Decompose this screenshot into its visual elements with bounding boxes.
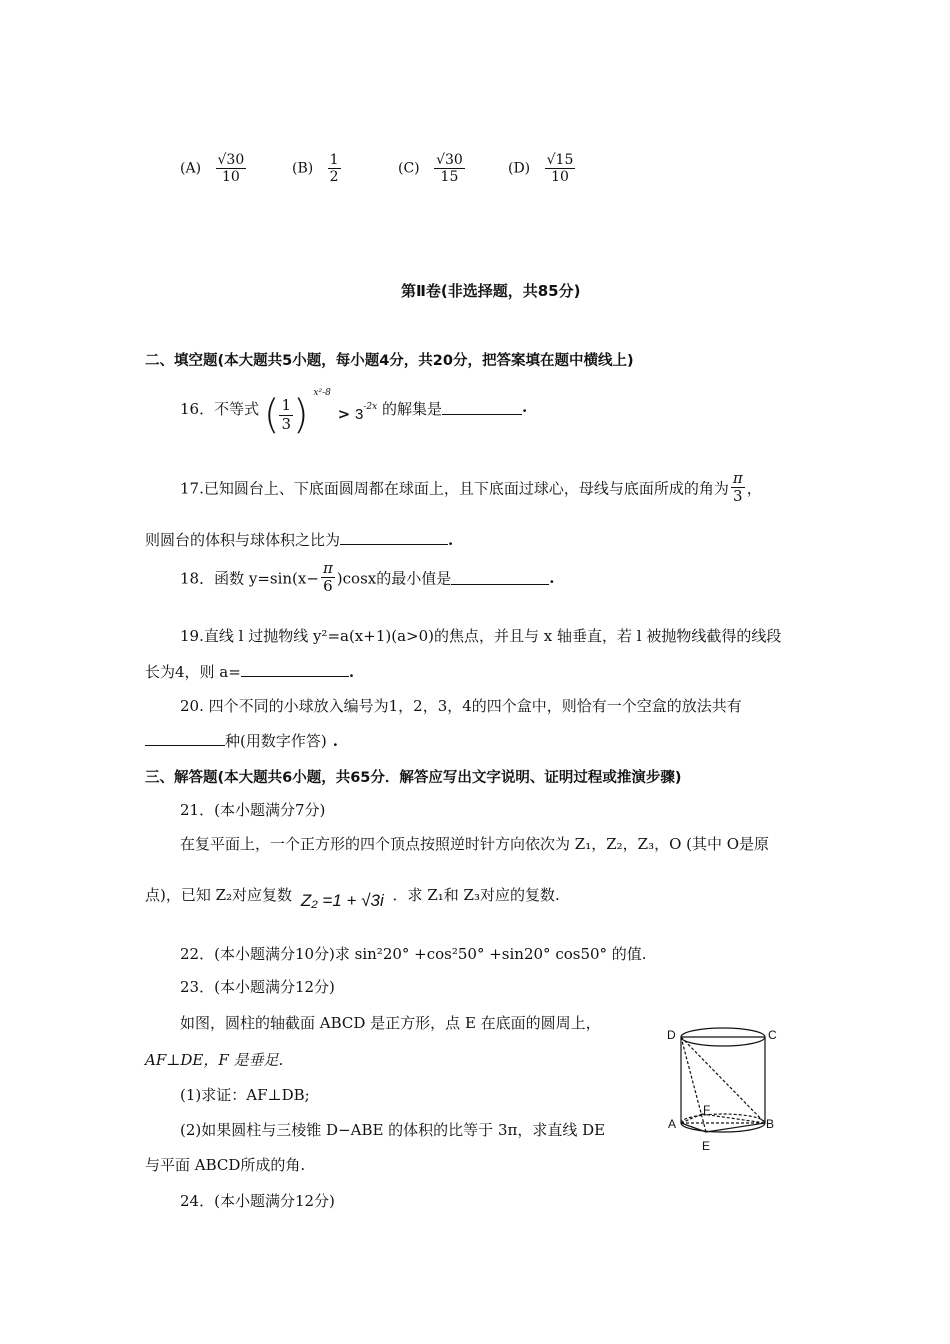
option-a-numerator: √30 [217,152,245,168]
q17-line2: 则圆台的体积与球体积之比为 [145,531,341,549]
q21-head: 21．(本小题满分7分) [180,801,326,819]
question-17-line2 [145,529,453,550]
q18-pi: π [322,559,333,577]
label-b: B [766,1117,775,1131]
option-c-numerator: √30 [436,152,463,168]
option-d-numerator: √15 [546,152,574,168]
q19-answer-blank[interactable] [241,662,349,677]
q16-suffix: 的解集是 [381,400,442,418]
question-17-line1 [180,470,762,506]
label-c: C [768,1028,777,1042]
option-b-numerator: 1 [329,152,339,168]
q18-prefix: 18．函数 y=sin(x− [180,569,319,588]
option-c [398,152,467,185]
label-e: E [702,1139,711,1153]
q16-prefix: 16．不等式 [180,400,260,418]
q17-comma: ， [746,479,762,498]
segment-fb [702,1114,765,1123]
q24-head: 24．(本小题满分12分) [180,1192,335,1210]
segment-ae [681,1123,706,1132]
label-a: A [668,1117,677,1131]
option-b-label: (B) [292,160,314,177]
q19-end: . [348,663,355,681]
option-b-denominator: 2 [329,169,339,186]
q16-base: 3 [355,406,364,423]
option-d-label: (D) [508,160,531,177]
q16-end: . [522,398,528,416]
q23-head: 23．(本小题满分12分) [180,978,335,996]
q23-line3: (1)求证：AF⊥DB; [180,1086,310,1104]
q18-end: . [549,568,555,587]
segment-eb [706,1123,765,1132]
q21-line1: 在复平面上，一个正方形的四个顶点按照逆时针方向依次为 Z₁，Z₂，Z₃，O (其中 O是原 [180,835,770,853]
q17-end: . [448,531,454,549]
option-c-label: (C) [398,160,420,177]
q22-text: 22．(本小题满分10分)求 sin²20° +cos²50° +sin20° cos50° 的值. [180,945,647,963]
section2-title: 二、填空题(本大题共5小题，每小题4分，共20分，把答案填在题中横线上) [145,353,634,369]
q16-gt: > [337,405,351,423]
cylinder-figure [660,1020,790,1160]
question-21-line2 [145,884,560,910]
segment-de [681,1037,706,1132]
question-18 [180,560,554,596]
q20-line1: 20. 四个不同的小球放入编号为1，2，3，4的四个盒中，则恰有一个空盒的放法共有 [180,697,742,715]
q16-one: 1 [281,396,292,415]
q20-end: . [332,732,338,750]
part2-title: 第Ⅱ卷(非选择题，共85分) [401,282,581,300]
q17-line1: 17.已知圆台上、下底面圆周都在球面上，且下底面过球心，母线与底面所成的角为 [180,479,729,498]
q16-three: 3 [281,414,292,433]
q16-answer-blank[interactable] [442,400,522,415]
option-a [180,152,248,185]
option-a-denominator: 10 [221,169,240,186]
option-c-denominator: 15 [440,169,459,186]
question-19-line2 [145,661,354,682]
q18-suffix: )cosx的最小值是 [336,569,452,588]
q23-line4: (2)如果圆柱与三棱锥 D−ABE 的体积的比等于 3π，求直线 DE [180,1121,606,1139]
q18-six: 6 [323,577,333,596]
option-b [292,152,343,185]
q23-line5: 与平面 ABCD所成的角. [145,1156,306,1174]
option-a-label: (A) [180,160,202,177]
q19-line1: 19.直线 l 过抛物线 y²=a(x+1)(a>0)的焦点，并且与 x 轴垂直，若 l 被抛物线截得的线段 [180,627,782,645]
q21-formula: Z₂ =1 + √3i [300,891,384,910]
q21-line2b: ．求 Z₁和 Z₃对应的复数. [392,886,560,904]
q20-answer-blank[interactable] [145,731,225,746]
section3-title: 三、解答题(本大题共6小题，共65分．解答应写出文字说明、证明过程或推演步骤) [145,770,682,786]
q17-answer-blank[interactable] [340,530,448,545]
q21-line2a: 点)，已知 Z₂对应复数 [145,886,293,904]
label-d: D [667,1028,676,1042]
q20-line2: 种(用数字作答) [225,732,327,750]
label-f: F [703,1103,711,1117]
q19-line2: 长为4，则 a= [145,663,241,681]
q17-pi: π [732,469,743,487]
option-d [508,152,577,185]
option-d-denominator: 10 [551,169,569,186]
q23-line2: AF⊥DE，F 是垂足. [145,1051,284,1069]
question-20-line2 [145,730,338,751]
q23-line1: 如图，圆柱的轴截面 ABCD 是正方形，点 E 在底面的圆周上， [180,1014,601,1032]
segment-db [681,1037,765,1123]
question-16: 16．不等式 ( $\frac{1}{3}$ ) $^{x^2-8} > 3^{-2x}$ 的解集是 . [180,388,528,438]
q17-three: 3 [733,487,743,506]
q18-answer-blank[interactable] [451,570,549,585]
q16-exponent-2: -2x [363,402,378,412]
q16-exponent-1: x²-8 [313,388,331,398]
